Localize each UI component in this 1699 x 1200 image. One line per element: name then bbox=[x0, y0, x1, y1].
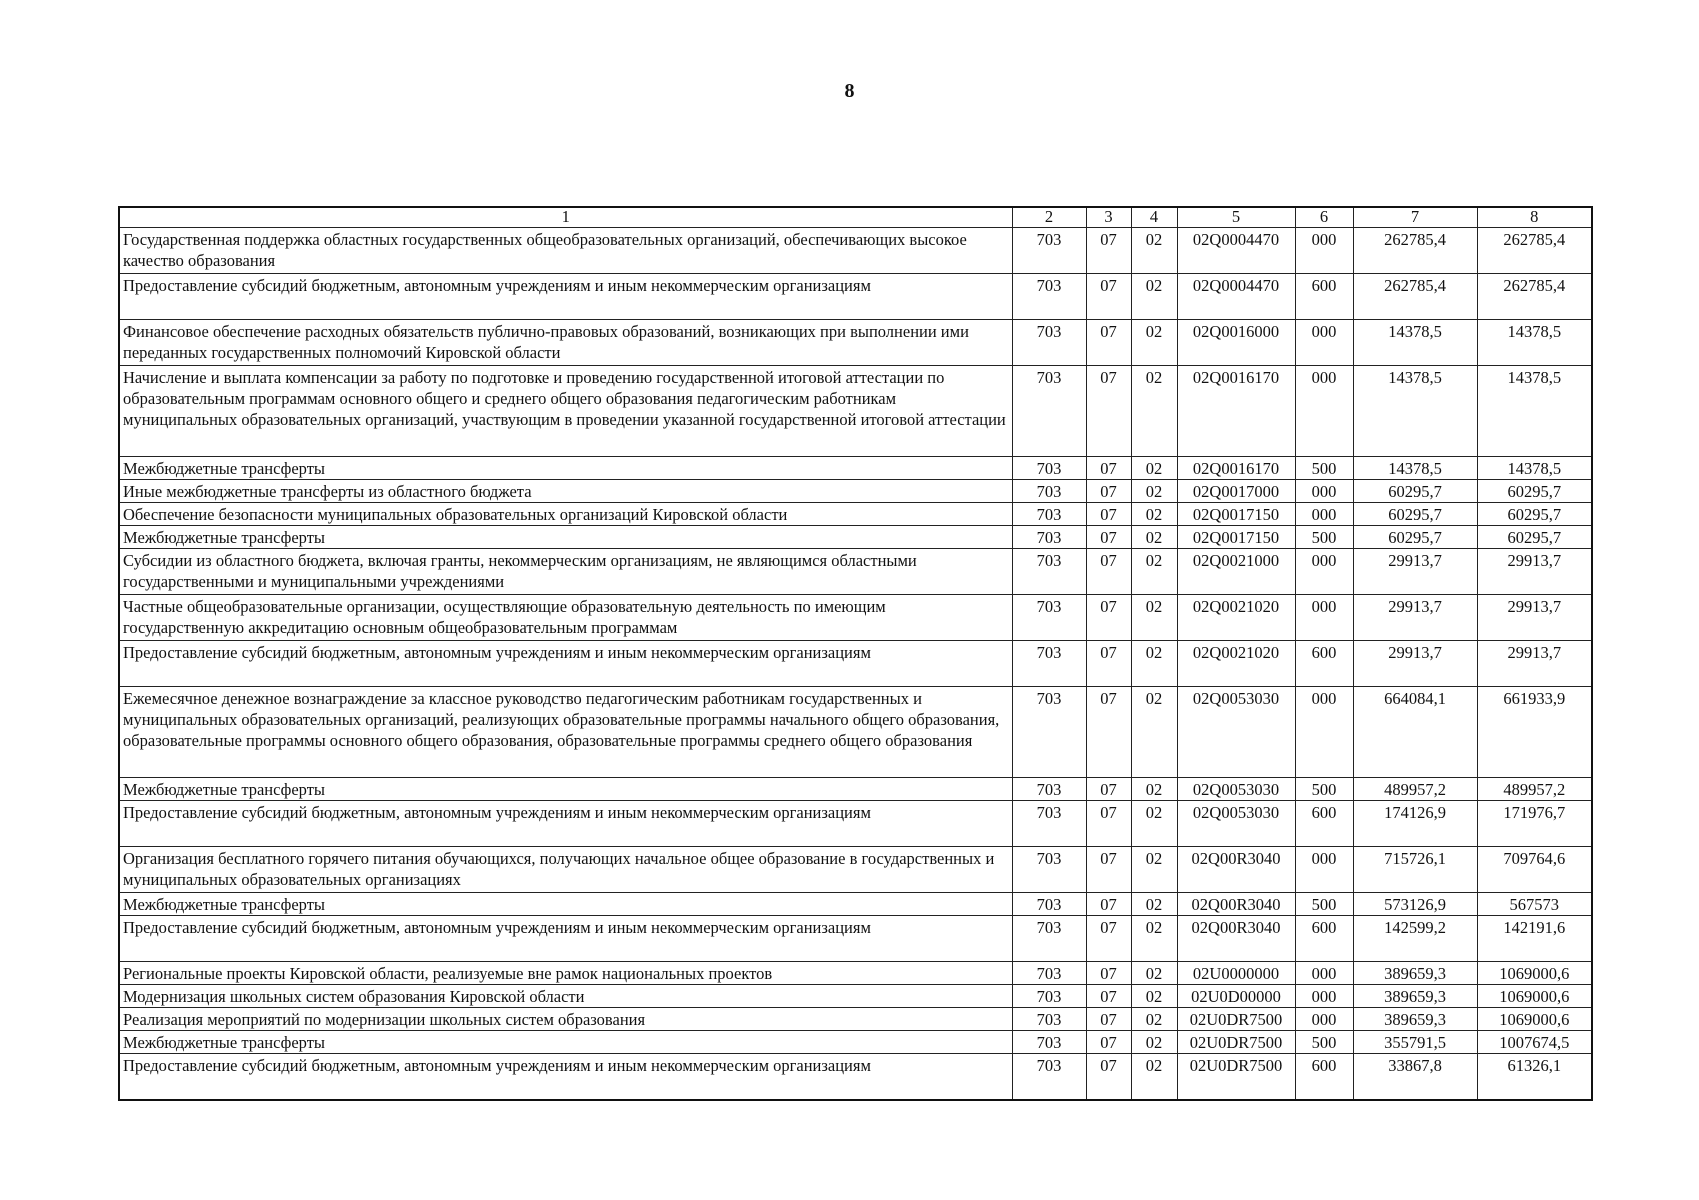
target-article-cell: 02Q00R3040 bbox=[1177, 847, 1295, 893]
table-row bbox=[119, 274, 1592, 320]
amount-col8-cell: 60295,7 bbox=[1477, 526, 1592, 549]
section-code-cell: 703 bbox=[1012, 847, 1086, 893]
amount-col7-cell: 389659,3 bbox=[1353, 985, 1477, 1008]
subsection-code-cell: 02 bbox=[1131, 526, 1177, 549]
amount-col7-cell: 33867,8 bbox=[1353, 1054, 1477, 1100]
amount-col8-cell: 567573 bbox=[1477, 893, 1592, 916]
target-article-cell: 02Q00R3040 bbox=[1177, 916, 1295, 962]
expense-type-cell: 000 bbox=[1295, 503, 1353, 526]
table-row bbox=[119, 778, 1592, 801]
amount-col7-cell: 14378,5 bbox=[1353, 366, 1477, 457]
expense-type-cell: 600 bbox=[1295, 641, 1353, 687]
subsection-code-cell: 02 bbox=[1131, 801, 1177, 847]
amount-col8-cell: 61326,1 bbox=[1477, 1054, 1592, 1100]
table-row bbox=[119, 1031, 1592, 1054]
chapter-code-cell: 07 bbox=[1086, 985, 1131, 1008]
section-code-cell: 703 bbox=[1012, 893, 1086, 916]
row-name-cell: Предоставление субсидий бюджетным, автономным учреждениям и иным некоммерческим организациям bbox=[119, 916, 1012, 962]
expense-type-cell: 000 bbox=[1295, 962, 1353, 985]
subsection-code-cell: 02 bbox=[1131, 366, 1177, 457]
expense-type-cell: 500 bbox=[1295, 893, 1353, 916]
chapter-code-cell: 07 bbox=[1086, 1008, 1131, 1031]
expense-type-cell: 600 bbox=[1295, 274, 1353, 320]
target-article-cell: 02Q0021020 bbox=[1177, 595, 1295, 641]
amount-col7-cell: 389659,3 bbox=[1353, 1008, 1477, 1031]
expense-type-cell: 000 bbox=[1295, 847, 1353, 893]
target-article-cell: 02Q0016000 bbox=[1177, 320, 1295, 366]
header-cell: 2 bbox=[1012, 207, 1086, 228]
chapter-code-cell: 07 bbox=[1086, 595, 1131, 641]
amount-col7-cell: 29913,7 bbox=[1353, 641, 1477, 687]
amount-col7-cell: 262785,4 bbox=[1353, 228, 1477, 274]
amount-col7-cell: 14378,5 bbox=[1353, 320, 1477, 366]
row-name-cell: Организация бесплатного горячего питания обучающихся, получающих начальное общее образование в государственных и муниципальных образовательных организациях bbox=[119, 847, 1012, 893]
section-code-cell: 703 bbox=[1012, 595, 1086, 641]
header-cell: 3 bbox=[1086, 207, 1131, 228]
chapter-code-cell: 07 bbox=[1086, 641, 1131, 687]
table-row bbox=[119, 641, 1592, 687]
expense-type-cell: 000 bbox=[1295, 228, 1353, 274]
page-number: 8 bbox=[844, 80, 855, 102]
expense-type-cell: 000 bbox=[1295, 549, 1353, 595]
target-article-cell: 02U0000000 bbox=[1177, 962, 1295, 985]
row-name-cell: Модернизация школьных систем образования Кировской области bbox=[119, 985, 1012, 1008]
row-name-cell: Государственная поддержка областных государственных общеобразовательных организаций, обеспечивающих высокое качество образования bbox=[119, 228, 1012, 274]
section-code-cell: 703 bbox=[1012, 526, 1086, 549]
subsection-code-cell: 02 bbox=[1131, 778, 1177, 801]
amount-col7-cell: 142599,2 bbox=[1353, 916, 1477, 962]
row-name-cell: Межбюджетные трансферты bbox=[119, 778, 1012, 801]
target-article-cell: 02Q0021020 bbox=[1177, 641, 1295, 687]
amount-col7-cell: 489957,2 bbox=[1353, 778, 1477, 801]
section-code-cell: 703 bbox=[1012, 916, 1086, 962]
header-cell: 1 bbox=[119, 207, 1012, 228]
chapter-code-cell: 07 bbox=[1086, 916, 1131, 962]
amount-col7-cell: 355791,5 bbox=[1353, 1031, 1477, 1054]
subsection-code-cell: 02 bbox=[1131, 1008, 1177, 1031]
amount-col8-cell: 142191,6 bbox=[1477, 916, 1592, 962]
expense-type-cell: 000 bbox=[1295, 1008, 1353, 1031]
chapter-code-cell: 07 bbox=[1086, 526, 1131, 549]
row-name-cell: Межбюджетные трансферты bbox=[119, 1031, 1012, 1054]
amount-col8-cell: 14378,5 bbox=[1477, 320, 1592, 366]
amount-col7-cell: 14378,5 bbox=[1353, 457, 1477, 480]
amount-col7-cell: 60295,7 bbox=[1353, 526, 1477, 549]
subsection-code-cell: 02 bbox=[1131, 549, 1177, 595]
header-cell: 5 bbox=[1177, 207, 1295, 228]
amount-col8-cell: 1069000,6 bbox=[1477, 962, 1592, 985]
table-row bbox=[119, 457, 1592, 480]
target-article-cell: 02Q0053030 bbox=[1177, 687, 1295, 778]
subsection-code-cell: 02 bbox=[1131, 893, 1177, 916]
chapter-code-cell: 07 bbox=[1086, 480, 1131, 503]
expense-type-cell: 000 bbox=[1295, 480, 1353, 503]
table-row bbox=[119, 595, 1592, 641]
table-row bbox=[119, 893, 1592, 916]
amount-col7-cell: 60295,7 bbox=[1353, 480, 1477, 503]
chapter-code-cell: 07 bbox=[1086, 847, 1131, 893]
row-name-cell: Частные общеобразовательные организации, осуществляющие образовательную деятельность по имеющим государственную аккредитацию основным общеобразовательным программам bbox=[119, 595, 1012, 641]
target-article-cell: 02Q0053030 bbox=[1177, 778, 1295, 801]
expense-type-cell: 000 bbox=[1295, 320, 1353, 366]
header-row bbox=[119, 207, 1592, 228]
table-row bbox=[119, 687, 1592, 778]
expense-type-cell: 000 bbox=[1295, 595, 1353, 641]
row-name-cell: Реализация мероприятий по модернизации школьных систем образования bbox=[119, 1008, 1012, 1031]
row-name-cell: Предоставление субсидий бюджетным, автономным учреждениям и иным некоммерческим организациям bbox=[119, 274, 1012, 320]
table-row bbox=[119, 847, 1592, 893]
table-row bbox=[119, 503, 1592, 526]
target-article-cell: 02Q0021000 bbox=[1177, 549, 1295, 595]
section-code-cell: 703 bbox=[1012, 962, 1086, 985]
table-row bbox=[119, 1008, 1592, 1031]
amount-col7-cell: 174126,9 bbox=[1353, 801, 1477, 847]
subsection-code-cell: 02 bbox=[1131, 962, 1177, 985]
subsection-code-cell: 02 bbox=[1131, 457, 1177, 480]
section-code-cell: 703 bbox=[1012, 985, 1086, 1008]
section-code-cell: 703 bbox=[1012, 274, 1086, 320]
target-article-cell: 02Q0017150 bbox=[1177, 526, 1295, 549]
subsection-code-cell: 02 bbox=[1131, 641, 1177, 687]
expense-type-cell: 500 bbox=[1295, 778, 1353, 801]
subsection-code-cell: 02 bbox=[1131, 916, 1177, 962]
target-article-cell: 02U0DR7500 bbox=[1177, 1008, 1295, 1031]
amount-col7-cell: 573126,9 bbox=[1353, 893, 1477, 916]
subsection-code-cell: 02 bbox=[1131, 1054, 1177, 1100]
amount-col8-cell: 1007674,5 bbox=[1477, 1031, 1592, 1054]
amount-col8-cell: 60295,7 bbox=[1477, 503, 1592, 526]
row-name-cell: Межбюджетные трансферты bbox=[119, 893, 1012, 916]
row-name-cell: Предоставление субсидий бюджетным, автономным учреждениям и иным некоммерческим организациям bbox=[119, 1054, 1012, 1100]
amount-col7-cell: 664084,1 bbox=[1353, 687, 1477, 778]
amount-col7-cell: 60295,7 bbox=[1353, 503, 1477, 526]
section-code-cell: 703 bbox=[1012, 549, 1086, 595]
chapter-code-cell: 07 bbox=[1086, 1031, 1131, 1054]
amount-col8-cell: 1069000,6 bbox=[1477, 985, 1592, 1008]
target-article-cell: 02Q0004470 bbox=[1177, 228, 1295, 274]
table-row bbox=[119, 1054, 1592, 1100]
section-code-cell: 703 bbox=[1012, 503, 1086, 526]
section-code-cell: 703 bbox=[1012, 1031, 1086, 1054]
subsection-code-cell: 02 bbox=[1131, 847, 1177, 893]
section-code-cell: 703 bbox=[1012, 1054, 1086, 1100]
amount-col8-cell: 262785,4 bbox=[1477, 228, 1592, 274]
subsection-code-cell: 02 bbox=[1131, 687, 1177, 778]
chapter-code-cell: 07 bbox=[1086, 549, 1131, 595]
table-row bbox=[119, 962, 1592, 985]
section-code-cell: 703 bbox=[1012, 228, 1086, 274]
amount-col8-cell: 14378,5 bbox=[1477, 457, 1592, 480]
target-article-cell: 02Q0017150 bbox=[1177, 503, 1295, 526]
section-code-cell: 703 bbox=[1012, 778, 1086, 801]
row-name-cell: Обеспечение безопасности муниципальных образовательных организаций Кировской области bbox=[119, 503, 1012, 526]
amount-col7-cell: 29913,7 bbox=[1353, 595, 1477, 641]
expense-type-cell: 000 bbox=[1295, 687, 1353, 778]
table-row bbox=[119, 480, 1592, 503]
chapter-code-cell: 07 bbox=[1086, 778, 1131, 801]
target-article-cell: 02U0DR7500 bbox=[1177, 1031, 1295, 1054]
target-article-cell: 02Q0053030 bbox=[1177, 801, 1295, 847]
row-name-cell: Предоставление субсидий бюджетным, автономным учреждениям и иным некоммерческим организациям bbox=[119, 801, 1012, 847]
chapter-code-cell: 07 bbox=[1086, 893, 1131, 916]
amount-col8-cell: 14378,5 bbox=[1477, 366, 1592, 457]
chapter-code-cell: 07 bbox=[1086, 801, 1131, 847]
row-name-cell: Начисление и выплата компенсации за работу по подготовке и проведению государственной итоговой аттестации по образовательным программам основного общего и среднего общего образования педагогическим работникам муниципальных образовательных организаций, участвующим в проведении указанной государственной итоговой аттестации bbox=[119, 366, 1012, 457]
section-code-cell: 703 bbox=[1012, 801, 1086, 847]
table-row bbox=[119, 985, 1592, 1008]
header-cell: 8 bbox=[1477, 207, 1592, 228]
expense-type-cell: 500 bbox=[1295, 526, 1353, 549]
amount-col8-cell: 1069000,6 bbox=[1477, 1008, 1592, 1031]
subsection-code-cell: 02 bbox=[1131, 274, 1177, 320]
amount-col8-cell: 29913,7 bbox=[1477, 641, 1592, 687]
subsection-code-cell: 02 bbox=[1131, 595, 1177, 641]
row-name-cell: Иные межбюджетные трансферты из областного бюджета bbox=[119, 480, 1012, 503]
table-row bbox=[119, 549, 1592, 595]
header-cell: 4 bbox=[1131, 207, 1177, 228]
table-row bbox=[119, 228, 1592, 274]
chapter-code-cell: 07 bbox=[1086, 962, 1131, 985]
chapter-code-cell: 07 bbox=[1086, 1054, 1131, 1100]
target-article-cell: 02U0D00000 bbox=[1177, 985, 1295, 1008]
target-article-cell: 02Q0016170 bbox=[1177, 366, 1295, 457]
amount-col8-cell: 489957,2 bbox=[1477, 778, 1592, 801]
amount-col8-cell: 60295,7 bbox=[1477, 480, 1592, 503]
chapter-code-cell: 07 bbox=[1086, 366, 1131, 457]
budget-table bbox=[118, 206, 1593, 1101]
chapter-code-cell: 07 bbox=[1086, 457, 1131, 480]
target-article-cell: 02Q0004470 bbox=[1177, 274, 1295, 320]
amount-col8-cell: 171976,7 bbox=[1477, 801, 1592, 847]
amount-col8-cell: 29913,7 bbox=[1477, 595, 1592, 641]
row-name-cell: Финансовое обеспечение расходных обязательств публично-правовых образований, возникающих при выполнении ими переданных государственных полномочий Кировской области bbox=[119, 320, 1012, 366]
subsection-code-cell: 02 bbox=[1131, 480, 1177, 503]
chapter-code-cell: 07 bbox=[1086, 274, 1131, 320]
table-row bbox=[119, 916, 1592, 962]
subsection-code-cell: 02 bbox=[1131, 320, 1177, 366]
section-code-cell: 703 bbox=[1012, 1008, 1086, 1031]
expense-type-cell: 600 bbox=[1295, 801, 1353, 847]
row-name-cell: Предоставление субсидий бюджетным, автономным учреждениям и иным некоммерческим организациям bbox=[119, 641, 1012, 687]
amount-col7-cell: 715726,1 bbox=[1353, 847, 1477, 893]
target-article-cell: 02Q00R3040 bbox=[1177, 893, 1295, 916]
subsection-code-cell: 02 bbox=[1131, 503, 1177, 526]
header-cell: 7 bbox=[1353, 207, 1477, 228]
chapter-code-cell: 07 bbox=[1086, 228, 1131, 274]
subsection-code-cell: 02 bbox=[1131, 1031, 1177, 1054]
table-row bbox=[119, 801, 1592, 847]
subsection-code-cell: 02 bbox=[1131, 228, 1177, 274]
amount-col7-cell: 389659,3 bbox=[1353, 962, 1477, 985]
target-article-cell: 02Q0016170 bbox=[1177, 457, 1295, 480]
section-code-cell: 703 bbox=[1012, 480, 1086, 503]
table-row bbox=[119, 366, 1592, 457]
expense-type-cell: 500 bbox=[1295, 1031, 1353, 1054]
row-name-cell: Ежемесячное денежное вознаграждение за классное руководство педагогическим работникам государственных и муниципальных образовательных организаций, реализующих образовательные программы начального общего образования, образовательные программы основного общего образования, образовательные программы среднего общего образования bbox=[119, 687, 1012, 778]
section-code-cell: 703 bbox=[1012, 687, 1086, 778]
row-name-cell: Межбюджетные трансферты bbox=[119, 526, 1012, 549]
header-cell: 6 bbox=[1295, 207, 1353, 228]
target-article-cell: 02U0DR7500 bbox=[1177, 1054, 1295, 1100]
chapter-code-cell: 07 bbox=[1086, 687, 1131, 778]
expense-type-cell: 000 bbox=[1295, 985, 1353, 1008]
target-article-cell: 02Q0017000 bbox=[1177, 480, 1295, 503]
amount-col7-cell: 262785,4 bbox=[1353, 274, 1477, 320]
row-name-cell: Региональные проекты Кировской области, реализуемые вне рамок национальных проектов bbox=[119, 962, 1012, 985]
amount-col8-cell: 262785,4 bbox=[1477, 274, 1592, 320]
amount-col8-cell: 661933,9 bbox=[1477, 687, 1592, 778]
section-code-cell: 703 bbox=[1012, 320, 1086, 366]
section-code-cell: 703 bbox=[1012, 457, 1086, 480]
table-row bbox=[119, 320, 1592, 366]
amount-col8-cell: 709764,6 bbox=[1477, 847, 1592, 893]
chapter-code-cell: 07 bbox=[1086, 320, 1131, 366]
expense-type-cell: 600 bbox=[1295, 1054, 1353, 1100]
table-row bbox=[119, 526, 1592, 549]
section-code-cell: 703 bbox=[1012, 641, 1086, 687]
row-name-cell: Межбюджетные трансферты bbox=[119, 457, 1012, 480]
amount-col8-cell: 29913,7 bbox=[1477, 549, 1592, 595]
subsection-code-cell: 02 bbox=[1131, 985, 1177, 1008]
amount-col7-cell: 29913,7 bbox=[1353, 549, 1477, 595]
row-name-cell: Субсидии из областного бюджета, включая гранты, некоммерческим организациям, не являющимся областными государственными и муниципальными учреждениями bbox=[119, 549, 1012, 595]
section-code-cell: 703 bbox=[1012, 366, 1086, 457]
expense-type-cell: 500 bbox=[1295, 457, 1353, 480]
chapter-code-cell: 07 bbox=[1086, 503, 1131, 526]
expense-type-cell: 000 bbox=[1295, 366, 1353, 457]
expense-type-cell: 600 bbox=[1295, 916, 1353, 962]
